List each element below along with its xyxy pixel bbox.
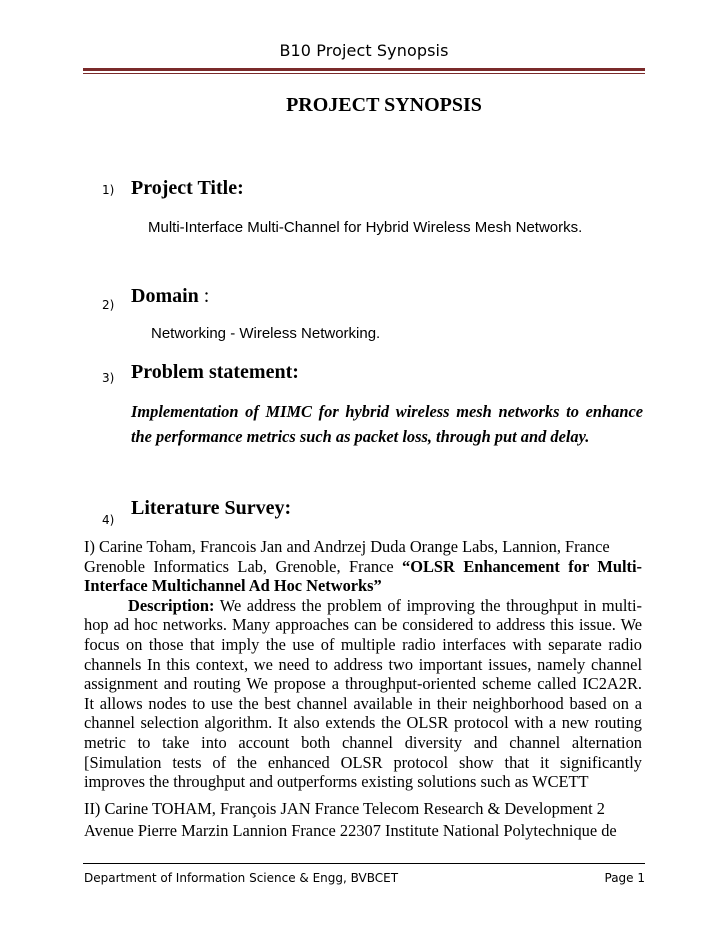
lit-entry-2-line-2: Avenue Pierre Marzin Lannion France 22307 Institute National Polytechnique de xyxy=(84,820,617,840)
footer-department: Department of Information Science & Engg, BVBCET xyxy=(84,871,399,885)
lit-entry-1-affiliation: Grenoble Informatics Lab, Grenoble, France xyxy=(84,556,403,576)
problem-statement-line-2: the performance metrics such as packet loss, through put and delay. xyxy=(131,427,590,446)
section-2-title: Domain xyxy=(131,285,199,307)
lit-entry-1-description-line: hop ad hoc networks. Many approaches can be considered to address this issue. We xyxy=(84,615,642,635)
section-3-number: 3) xyxy=(102,371,115,385)
section-3-title: Problem statement: xyxy=(131,361,299,383)
lit-entry-1-paper-title-part-1: “OLSR Enhancement for Multi- xyxy=(402,556,642,576)
lit-entry-1-description-line: improves the throughput and outperforms existing solutions such as WCETT xyxy=(84,772,589,792)
section-1-title: Project Title: xyxy=(131,177,244,199)
section-1-number: 1) xyxy=(102,183,115,197)
problem-statement-line-1: Implementation of MIMC for hybrid wireless mesh networks to enhance xyxy=(131,402,643,421)
section-2-title-wrap xyxy=(131,285,209,308)
section-1-body: Multi-Interface Multi-Channel for Hybrid Wireless Mesh Networks. xyxy=(148,219,583,236)
section-4-number: 4) xyxy=(102,513,115,527)
section-2-body: Networking - Wireless Networking. xyxy=(151,325,381,342)
lit-entry-1-description-text: We address the problem of improving the throughput in multi- xyxy=(214,595,642,615)
lit-entry-1-paper-title-part-2: Interface Multichannel Ad Hoc Networks” xyxy=(84,576,382,596)
section-2-colon: : xyxy=(198,285,210,307)
lit-entry-1-description-label: Description: xyxy=(128,595,215,615)
lit-entry-1-description-line: [Simulation tests of the enhanced OLSR protocol show that it significantly xyxy=(84,752,642,772)
lit-entry-2-line-1: II) Carine TOHAM, François JAN France Telecom Research & Development 2 xyxy=(84,798,605,818)
lit-entry-1-description-line-1 xyxy=(84,596,642,616)
lit-entry-1-authors-line-2 xyxy=(84,557,642,577)
header-rule-thick xyxy=(83,68,645,71)
lit-entry-1-description-line: focus on those that imply the use of multiple radio interfaces with separate radio xyxy=(84,634,642,654)
footer-rule xyxy=(83,863,645,864)
lit-entry-1-authors-line-1: I) Carine Toham, Francois Jan and Andrzej Duda Orange Labs, Lannion, France xyxy=(84,537,610,556)
lit-entry-1-description-line: channels In this context, we need to address two important issues, namely channel xyxy=(84,654,642,674)
lit-entry-1-description-line: assignment and routing We propose a throughput-oriented scheme called IC2A2R. xyxy=(84,674,642,694)
literature-survey xyxy=(84,537,642,842)
lit-entry-1-description-line: channel selection algorithm. It also extends the OLSR protocol with a new routing xyxy=(84,713,642,733)
header-rule-thin xyxy=(83,73,645,74)
document-title: PROJECT SYNOPSIS xyxy=(286,94,482,116)
page-header: B10 Project Synopsis xyxy=(279,41,449,60)
lit-entry-1-description-line: It allows nodes to use the best channel available in their neighborhood based on a xyxy=(84,693,642,713)
problem-statement xyxy=(131,399,643,449)
lit-entry-1-description-line: metric to take into account both channel diversity and channel alternation xyxy=(84,732,642,752)
section-2-number: 2) xyxy=(102,298,115,312)
footer-page-number: Page 1 xyxy=(604,871,645,885)
section-4-title: Literature Survey: xyxy=(131,497,292,519)
